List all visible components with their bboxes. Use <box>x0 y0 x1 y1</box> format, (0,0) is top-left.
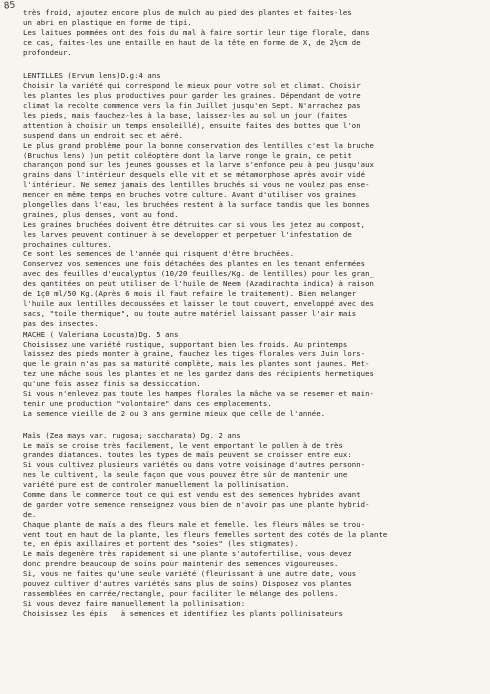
text-line: pas des insectes. <box>23 318 99 328</box>
text-line: profondeur. <box>23 47 72 57</box>
text-line: Le plus grand problème pour la bonne conservation des lentilles c'est la bruche <box>23 140 375 150</box>
section-mais <box>23 431 485 619</box>
text-line: Le maïs degenère très rapidement si une plante s'autofertilise, vous devez <box>23 549 352 559</box>
text-line: Ce sont les semences de l'année qui risquent d'être bruchées. <box>23 249 295 259</box>
page-number: 85 <box>3 0 16 12</box>
text-line: Si vous devez faire manuellement la pollinisation: <box>23 598 246 608</box>
text-line: plongelles dans l'eau, les bruchées restent à la surface tandis que les bonnes <box>23 200 370 210</box>
text-line: l'intérieur. Ne semez jamais des lentilles bruchés si vous ne voulez pas ense- <box>23 180 370 190</box>
text-line: qu'une fois assez finis sa dessiccation. <box>23 379 201 389</box>
text-line: variété pure est de controler manuellement la pollinisation. <box>23 480 290 490</box>
text-line: attention à choisir un temps ensoleillé), ensuite faites des bottes que l'on <box>23 120 361 130</box>
text-line: Chaque plante de maïs a des fleurs male et femelle. les fleurs mâles se trou- <box>23 519 366 529</box>
text-line: suspend dans un endroit sec et aéré. <box>23 130 183 140</box>
text-line: de 1ç0 ml/50 Kg.(Après 6 mois il faut refaire le traitement). Bien melanger <box>23 289 357 299</box>
text-line: un abri en plastique en forme de tipi. <box>23 17 192 27</box>
text-line: (Bruchus lens) )un petit coléoptère dont la larve ronge le grain, ce petit <box>23 150 352 160</box>
text-line: MACHE ( Valeriana Locusta)Dg. 5 ans <box>23 329 179 339</box>
text-line: les larves peuvent continuer à se developper et perpetuer l'infestation de <box>23 229 352 239</box>
text-line: Choisissez une variété rustique, supportant bien les froids. Au printemps <box>23 339 348 349</box>
text-line: grains dans l'intérieur desquels elle vit et se métamorphose après avoir vidé <box>23 170 366 180</box>
text-line: les plantes les plus productives pour garder les graines. Dépendant de votre <box>23 91 361 101</box>
text-line: rassemblées en carrée/rectangle, pour faciliter le mélange des pollens. <box>23 588 339 598</box>
text-line: très froid, ajoutez encore plus de mulch au pied des plantes et faites-les <box>23 8 352 17</box>
text-line: tenir une production "volontaire" dans ces emplacements. <box>23 398 272 408</box>
section-intro <box>23 8 485 57</box>
text-line: Le maïs se croise très facilement, le vent emportant le pollen à de très <box>23 440 343 450</box>
text-line: de. <box>23 509 37 519</box>
text-line: donc prendre beaucoup de soins pour maintenir des semences vigoureuses. <box>23 559 339 569</box>
text-line: mencer en même temps en bruches votre culture. Avant d'utiliser vos graines <box>23 190 357 200</box>
text-line: te, en épis axillaires et portent des "soies" (les stigmates). <box>23 539 299 549</box>
text-line: de garder votre semence renseignez vous bien de n'avoir pas une plante hybrid- <box>23 499 370 509</box>
text-line: Choisir la variété qui correspond le mieux pour votre sol et climat. Choisir <box>23 81 361 91</box>
text-line: Si vous n'enlevez pas toute les hampes florales la mâche va se resemer et main- <box>23 388 375 398</box>
text-line: La semence vieille de 2 ou 3 ans germine mieux que celle de l'année. <box>23 408 326 418</box>
text-line: l'huile aux lentilles decoussées et laisser le tout couvert, enveloppé avec des <box>23 298 375 308</box>
text-line: sacs, "toile thermique", ou toute autre matériel laissant passer l'air mais <box>23 308 357 318</box>
text-line: pouvez cultiver d'autres variétés sans plus de soins) Disposez vos plantes <box>23 578 352 588</box>
text-line: Les graines bruchées doivent être détruites car si vous les jetez au compost, <box>23 219 366 229</box>
text-line: Choisissez les épis à semences et identifiez les plants pollinisateurs <box>23 608 343 618</box>
text-line: charançon pond sur les jeunes gousses et la larve s'enfonce peu à peu jusqu'aux <box>23 160 375 170</box>
text-line: nes le cultivent, la seule façon que vous pouvez être sûr de mantenir une <box>23 470 348 480</box>
text-line: vent tout en haut de la plante, les fleurs femelles sortent des cotés de la plante <box>23 529 388 539</box>
text-line: les pieds, mais fauchez-les à la base, laissez-les au sol un jour (faites <box>23 111 348 121</box>
text-line: ce cas, faites-les une entaille en haut de la tête en forme de X, de 2½cm de <box>23 37 361 47</box>
section-mache <box>23 330 485 419</box>
text-line: des qantitées on peut utiliser de l'huile de Neem (Azadirachta indica) à raison <box>23 279 375 289</box>
text-line: avec des feuilles d'eucalyptus (10/20 feuilles/Kg. de lentilles) pour les gran_ <box>23 269 375 279</box>
text-line: grandes diatances. toutes les types de maïs peuvent se croisser entre eux: <box>23 450 352 460</box>
text-line: graines, plus denses, vont au fond. <box>23 209 179 219</box>
text-line: LENTILLES (Ervum lens)D.g:4 ans <box>23 71 161 81</box>
text-line: Maïs (Zea mays var. rugosa; saccharata) Dg. 2 ans <box>23 430 241 440</box>
text-line: laissez des pieds monter à graine, fauchez les tiges florales vers Juin lors- <box>23 349 366 359</box>
section-lentilles <box>23 71 485 328</box>
text-line: climat la recolte commence vers la fin Juillet jusqu'en Sept. N'arrachez pas <box>23 101 361 111</box>
text-line: Si vous cultivez plusieurs variétés ou dans votre voisinage d'autres personn- <box>23 460 366 470</box>
text-line: Si, vous ne faites qu'une seule variété (fleurissant à une autre date, vous <box>23 569 357 579</box>
text-line: que le grain n'as pas sa maturité complète, mais les plantes sont jaunes. Met- <box>23 359 370 369</box>
text-line: tez une mâche sous les plantes et ne les gardez dans des récipients hermetiques <box>23 369 375 379</box>
document-body <box>23 8 485 619</box>
text-line: Conservez vos semences une fois détachées des plantes en les tenant enfermées <box>23 259 366 269</box>
text-line: Comme dans le commerce tout ce qui est vendu est des semences hybrides avant <box>23 489 361 499</box>
text-line: prochaines cultures. <box>23 239 112 249</box>
text-line: Les laitues pommées ont des fois du mal à faire sortir leur tige florale, dans <box>23 27 370 37</box>
